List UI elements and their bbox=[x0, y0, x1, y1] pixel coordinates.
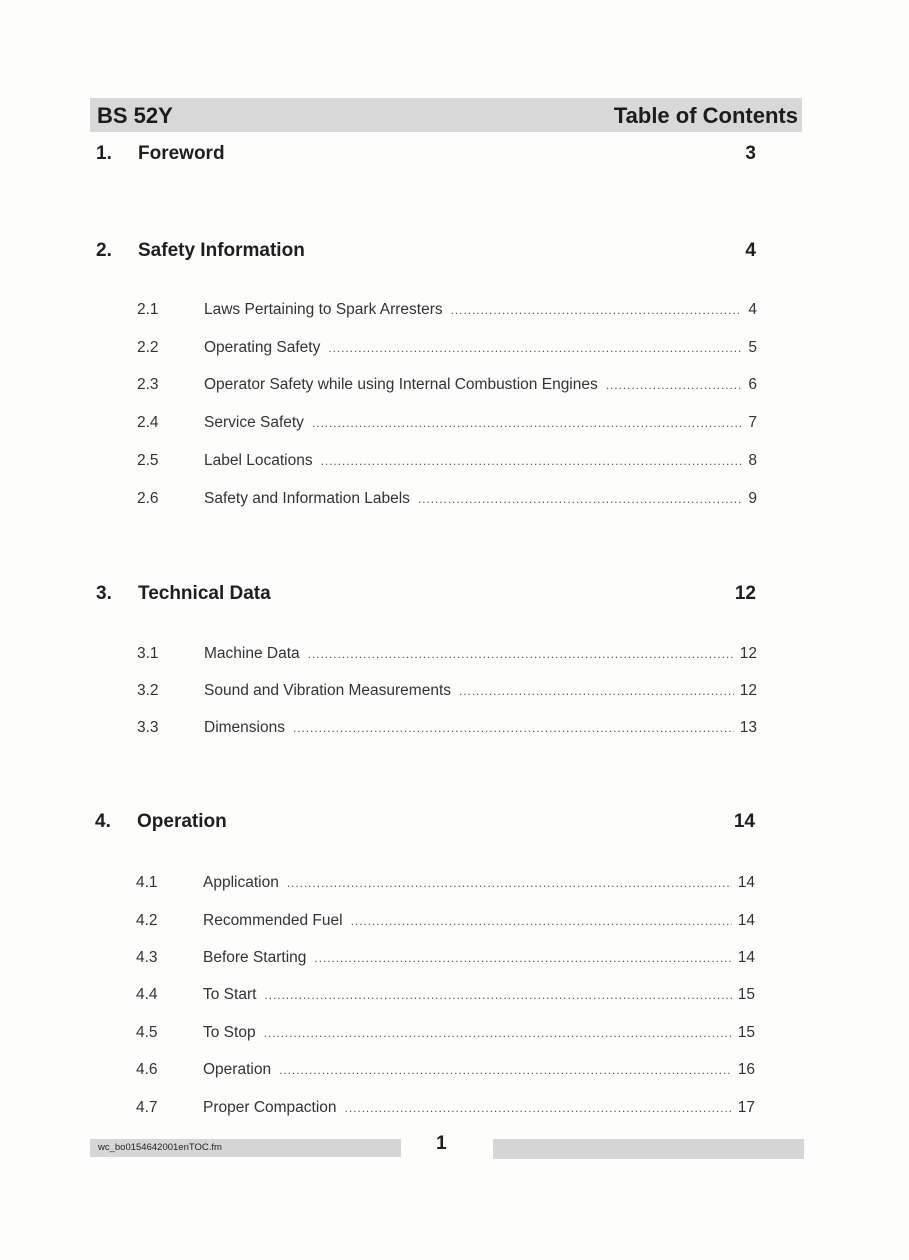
entry-title: Recommended Fuel bbox=[203, 912, 343, 929]
header-bar bbox=[90, 98, 802, 132]
leader-dots bbox=[312, 416, 742, 430]
leader-dots bbox=[314, 951, 731, 965]
entry-page: 14 bbox=[737, 949, 755, 966]
toc-chapter-technical-data[interactable] bbox=[96, 583, 756, 609]
entry-title: To Start bbox=[203, 986, 257, 1003]
toc-entry[interactable] bbox=[136, 1024, 755, 1046]
leader-dots bbox=[345, 1101, 732, 1115]
toc-entry[interactable] bbox=[136, 986, 755, 1008]
toc-entry[interactable] bbox=[136, 912, 755, 934]
entry-number: 3.2 bbox=[137, 682, 159, 699]
toc-entry[interactable] bbox=[137, 645, 757, 667]
entry-title: Safety and Information Labels bbox=[204, 490, 410, 507]
toc-entry[interactable] bbox=[136, 1061, 755, 1083]
leader-dots bbox=[459, 684, 734, 698]
chapter-page: 4 bbox=[745, 240, 756, 261]
entry-number: 4.7 bbox=[136, 1099, 158, 1116]
entry-page: 6 bbox=[748, 376, 757, 393]
entry-title: Before Starting bbox=[203, 949, 307, 966]
entry-number: 4.4 bbox=[136, 986, 158, 1003]
chapter-title: Safety Information bbox=[138, 240, 305, 261]
leader-dots bbox=[264, 1026, 732, 1040]
entry-page: 8 bbox=[748, 452, 757, 469]
entry-page: 14 bbox=[737, 912, 755, 929]
entry-page: 14 bbox=[737, 874, 755, 891]
toc-entry[interactable] bbox=[137, 452, 757, 474]
entry-title: Dimensions bbox=[204, 719, 285, 736]
toc-entry[interactable] bbox=[137, 376, 757, 398]
entry-title: Machine Data bbox=[204, 645, 300, 662]
entry-page: 5 bbox=[748, 339, 757, 356]
toc-entry[interactable] bbox=[137, 682, 757, 704]
entry-page: 12 bbox=[739, 645, 757, 662]
toc-entry[interactable] bbox=[136, 874, 755, 896]
entry-number: 4.1 bbox=[136, 874, 158, 891]
chapter-number: 3. bbox=[96, 583, 112, 604]
chapter-number: 1. bbox=[96, 143, 112, 164]
chapter-number: 2. bbox=[96, 240, 112, 261]
entry-title: Proper Compaction bbox=[203, 1099, 337, 1116]
toc-entry[interactable] bbox=[136, 1099, 755, 1121]
entry-page: 7 bbox=[748, 414, 757, 431]
entry-title: Operating Safety bbox=[204, 339, 321, 356]
footer-right-bar bbox=[493, 1139, 804, 1159]
chapter-number: 4. bbox=[95, 811, 111, 832]
chapter-page: 14 bbox=[733, 811, 755, 832]
toc-entry[interactable] bbox=[137, 339, 757, 361]
chapter-page: 3 bbox=[745, 143, 756, 164]
entry-page: 12 bbox=[739, 682, 757, 699]
leader-dots bbox=[418, 492, 742, 506]
footer-page-number: 1 bbox=[436, 1133, 447, 1154]
toc-chapter-foreword[interactable] bbox=[96, 143, 756, 169]
toc-chapter-safety-information[interactable] bbox=[96, 240, 756, 266]
entry-number: 2.1 bbox=[137, 301, 159, 318]
entry-page: 17 bbox=[737, 1099, 755, 1116]
footer-filename-bar bbox=[90, 1139, 401, 1157]
entry-number: 3.1 bbox=[137, 645, 159, 662]
leader-dots bbox=[328, 341, 742, 355]
leader-dots bbox=[321, 454, 743, 468]
entry-title: Label Locations bbox=[204, 452, 313, 469]
entry-title: Application bbox=[203, 874, 279, 891]
leader-dots bbox=[279, 1063, 732, 1077]
entry-number: 3.3 bbox=[137, 719, 159, 736]
entry-title: To Stop bbox=[203, 1024, 256, 1041]
entry-title: Sound and Vibration Measurements bbox=[204, 682, 452, 699]
toc-chapter-operation[interactable] bbox=[95, 811, 755, 837]
toc-entry[interactable] bbox=[136, 949, 755, 971]
chapter-page: 12 bbox=[734, 583, 756, 604]
page-title: Table of Contents bbox=[613, 103, 798, 128]
entry-number: 2.3 bbox=[137, 376, 159, 393]
entry-page: 16 bbox=[737, 1061, 755, 1078]
chapter-title: Foreword bbox=[138, 143, 225, 164]
entry-number: 4.6 bbox=[136, 1061, 158, 1078]
entry-page: 4 bbox=[748, 301, 757, 318]
leader-dots bbox=[351, 914, 732, 928]
leader-dots bbox=[287, 876, 732, 890]
toc-entry[interactable] bbox=[137, 414, 757, 436]
entry-number: 2.2 bbox=[137, 339, 159, 356]
entry-number: 4.2 bbox=[136, 912, 158, 929]
toc-entry[interactable] bbox=[137, 490, 757, 512]
entry-title: Operation bbox=[203, 1061, 272, 1078]
leader-dots bbox=[451, 303, 743, 317]
chapter-title: Technical Data bbox=[138, 583, 271, 604]
entry-title: Operator Safety while using Internal Combustion Engines bbox=[204, 376, 598, 393]
chapter-title: Operation bbox=[137, 811, 227, 832]
leader-dots bbox=[308, 647, 734, 661]
entry-number: 4.5 bbox=[136, 1024, 158, 1041]
entry-title: Service Safety bbox=[204, 414, 304, 431]
toc-entry[interactable] bbox=[137, 719, 757, 741]
leader-dots bbox=[293, 721, 734, 735]
entry-number: 2.6 bbox=[137, 490, 159, 507]
entry-number: 2.5 bbox=[137, 452, 159, 469]
entry-title: Laws Pertaining to Spark Arresters bbox=[204, 301, 443, 318]
entry-page: 13 bbox=[739, 719, 757, 736]
entry-number: 2.4 bbox=[137, 414, 159, 431]
entry-page: 15 bbox=[737, 986, 755, 1003]
footer-filename: wc_bo0154642001enTOC.fm bbox=[98, 1142, 222, 1153]
entry-number: 4.3 bbox=[136, 949, 158, 966]
toc-entry[interactable] bbox=[137, 301, 757, 323]
leader-dots bbox=[264, 988, 731, 1002]
model-name: BS 52Y bbox=[97, 103, 173, 128]
entry-page: 15 bbox=[737, 1024, 755, 1041]
leader-dots bbox=[606, 378, 743, 392]
entry-page: 9 bbox=[748, 490, 757, 507]
